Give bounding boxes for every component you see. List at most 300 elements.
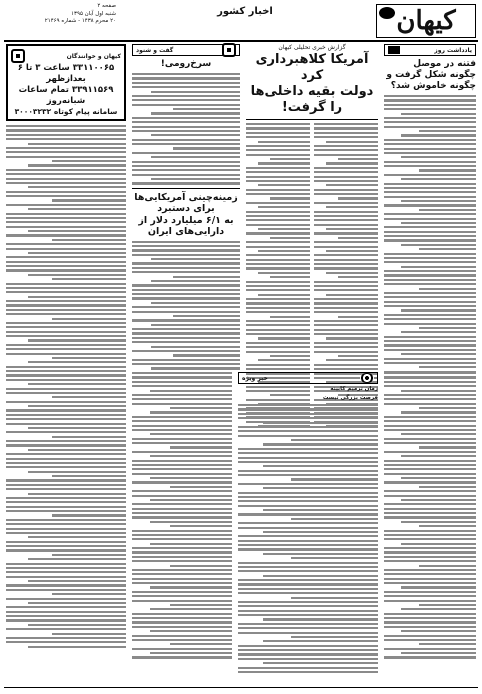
text-line: [150, 630, 232, 632]
text-line: [314, 254, 378, 256]
text-line: [6, 344, 126, 346]
text-line: [419, 486, 476, 488]
text-line: [238, 562, 378, 564]
text-line: [132, 429, 232, 431]
text-line: [150, 543, 232, 545]
text-line: [384, 416, 476, 418]
text-line: [246, 149, 310, 151]
footer-rule: [4, 687, 478, 688]
masthead-logo: [376, 4, 476, 38]
text-line: [384, 226, 476, 228]
text-line: [338, 355, 378, 357]
text-line: [6, 348, 126, 350]
text-line: [419, 209, 476, 211]
text-line: [151, 280, 240, 282]
text-line: [401, 200, 476, 202]
text-line: [263, 487, 378, 489]
text-line: [151, 346, 240, 348]
text-line: [6, 484, 126, 486]
lower-right-body: [384, 372, 476, 659]
editorial-tag-icon: [388, 46, 400, 54]
text-line: [326, 206, 378, 208]
text-line: [6, 549, 126, 551]
text-line: [6, 409, 126, 411]
text-line: [384, 600, 476, 602]
text-line: [6, 304, 126, 306]
text-line: [170, 407, 232, 409]
text-line: [246, 132, 310, 134]
text-line: [384, 274, 476, 276]
text-line: [338, 237, 378, 239]
text-line: [246, 211, 310, 213]
text-line: [384, 305, 476, 307]
text-line: [246, 154, 310, 156]
text-line: [246, 136, 310, 138]
text-line: [6, 576, 126, 578]
text-line: [384, 376, 476, 378]
text-line: [6, 458, 126, 460]
text-line: [52, 633, 126, 635]
text-line: [314, 307, 378, 309]
text-line: [246, 320, 310, 322]
text-line: [401, 309, 476, 311]
text-line: [238, 544, 378, 546]
text-line: [6, 300, 126, 302]
text-line: [132, 245, 240, 247]
text-line: [28, 646, 126, 648]
text-line: [170, 525, 232, 527]
text-line: [28, 164, 126, 166]
text-line: [238, 426, 378, 428]
text-line: [150, 390, 232, 392]
text-line: [6, 138, 126, 140]
text-line: [6, 584, 126, 586]
dialogue-body: [132, 73, 240, 185]
text-line: [6, 226, 126, 228]
story-title-2: به ۶/۱ میلیارد دلار از دارایی‌های ایران: [138, 214, 234, 238]
special-news-block: [238, 372, 378, 673]
text-line: [238, 474, 378, 476]
text-line: [246, 346, 310, 348]
text-line: [132, 95, 240, 97]
text-line: [238, 548, 378, 550]
text-line: [314, 167, 378, 169]
text-line: [384, 340, 476, 342]
text-line: [384, 503, 476, 505]
text-line: [384, 344, 476, 346]
text-line: [401, 543, 476, 545]
text-line: [401, 608, 476, 610]
text-line: [238, 522, 378, 524]
text-line: [28, 143, 126, 145]
phone-icon: [11, 49, 25, 63]
text-line: [246, 285, 310, 287]
text-line: [314, 232, 378, 234]
text-line: [291, 518, 378, 520]
text-line: [246, 351, 310, 353]
text-line: [384, 438, 476, 440]
text-line: [132, 582, 232, 584]
text-line: [170, 604, 232, 606]
text-line: [258, 162, 310, 164]
text-line: [28, 383, 126, 385]
text-line: [258, 337, 310, 339]
text-line: [132, 591, 232, 593]
text-line: [6, 519, 126, 521]
text-line: [258, 228, 310, 230]
text-line: [173, 315, 240, 317]
text-line: [384, 656, 476, 658]
text-line: [132, 99, 240, 101]
text-line: [132, 639, 232, 641]
text-line: [291, 439, 378, 441]
text-line: [28, 449, 126, 451]
text-line: [132, 161, 240, 163]
text-line: [326, 250, 378, 252]
text-line: [132, 534, 232, 536]
text-line: [246, 281, 310, 283]
text-line: [384, 204, 476, 206]
text-line: [132, 490, 232, 492]
text-line: [384, 99, 476, 101]
text-line: [132, 385, 232, 387]
text-line: [238, 592, 378, 594]
text-line: [132, 174, 240, 176]
text-line: [173, 108, 240, 110]
text-line: [246, 289, 310, 291]
text-line: [384, 420, 476, 422]
text-line: [238, 461, 378, 463]
lower-story: [132, 372, 232, 659]
text-line: [384, 394, 476, 396]
text-line: [6, 217, 126, 219]
text-line: [6, 488, 126, 490]
text-line: [132, 284, 240, 286]
text-line: [28, 493, 126, 495]
story-title-1: زمینه‌چینی آمریکایی‌ها برای دستبرد: [134, 191, 238, 215]
text-line: [246, 232, 310, 234]
text-line: [6, 248, 126, 250]
text-line: [384, 235, 476, 237]
text-line: [132, 551, 232, 553]
text-line: [314, 193, 378, 195]
text-line: [326, 272, 378, 274]
text-line: [384, 336, 476, 338]
text-line: [150, 652, 232, 654]
text-line: [132, 617, 232, 619]
text-line: [6, 221, 126, 223]
text-line: [6, 234, 126, 236]
text-line: [52, 593, 126, 595]
text-line: [384, 253, 476, 255]
text-line: [314, 176, 378, 178]
text-line: [6, 598, 126, 600]
text-line: [419, 604, 476, 606]
text-line: [6, 173, 126, 175]
text-line: [132, 403, 232, 405]
text-line: [132, 438, 232, 440]
text-line: [384, 464, 476, 466]
text-line: [238, 645, 378, 647]
text-line: [52, 278, 126, 280]
text-line: [246, 171, 310, 173]
text-line: [238, 610, 378, 612]
text-line: [401, 477, 476, 479]
text-line: [384, 187, 476, 189]
text-line: [258, 294, 310, 296]
text-line: [384, 283, 476, 285]
text-line: [238, 653, 378, 655]
main-story-column: [246, 44, 378, 427]
text-line: [384, 362, 476, 364]
text-line: [384, 639, 476, 641]
text-line: [151, 134, 240, 136]
text-line: [384, 442, 476, 444]
text-line: [338, 197, 378, 199]
text-line: [384, 617, 476, 619]
text-line: [238, 649, 378, 651]
text-line: [6, 322, 126, 324]
text-line: [384, 398, 476, 400]
text-line: [384, 490, 476, 492]
text-line: [151, 178, 240, 180]
text-line: [238, 448, 378, 450]
text-line: [173, 354, 240, 356]
text-line: [384, 512, 476, 514]
text-line: [258, 359, 310, 361]
text-line: [132, 508, 232, 510]
text-line: [258, 206, 310, 208]
text-line: [132, 350, 240, 352]
hotline-number-1: ۳۳۱۱۰۰۶۵ ساعت ۳ تا ۶ بعدازظهر: [17, 63, 115, 84]
text-line: [132, 319, 240, 321]
text-line: [6, 265, 126, 267]
text-line: [246, 267, 310, 269]
text-line: [132, 249, 240, 251]
text-line: [263, 422, 378, 424]
text-line: [384, 279, 476, 281]
text-line: [28, 558, 126, 560]
text-line: [238, 492, 378, 494]
text-line: [401, 113, 476, 115]
text-line: [132, 271, 240, 273]
divider: [246, 119, 378, 120]
text-line: [314, 171, 378, 173]
text-line: [314, 246, 378, 248]
text-line: [314, 263, 378, 265]
text-line: [384, 534, 476, 536]
text-line: [132, 332, 240, 334]
text-line: [246, 263, 310, 265]
text-line: [238, 601, 378, 603]
text-line: [132, 512, 232, 514]
text-line: [384, 403, 476, 405]
main-title: آمریکا کلاهبرداری کرد: [255, 52, 369, 83]
text-line: [6, 418, 126, 420]
text-line: [314, 149, 378, 151]
text-line: [314, 289, 378, 291]
text-line: [173, 147, 240, 149]
text-line: [238, 583, 378, 585]
text-line: [28, 274, 126, 276]
text-line: [384, 292, 476, 294]
text-line: [384, 104, 476, 106]
text-line: [52, 554, 126, 556]
text-line: [132, 578, 232, 580]
text-line: [28, 186, 126, 188]
text-line: [326, 359, 378, 361]
text-line: [384, 595, 476, 597]
text-line: [314, 241, 378, 243]
text-line: [132, 359, 240, 361]
text-line: [419, 565, 476, 567]
text-line: [170, 486, 232, 488]
text-line: [132, 595, 232, 597]
text-line: [401, 244, 476, 246]
text-line: [132, 503, 232, 505]
text-line: [6, 379, 126, 381]
text-line: [6, 541, 126, 543]
text-line: [270, 237, 310, 239]
text-line: [384, 261, 476, 263]
text-line: [132, 363, 240, 365]
text-line: [401, 455, 476, 457]
text-line: [419, 446, 476, 448]
text-line: [132, 241, 240, 243]
editorial-column: [384, 44, 476, 373]
text-line: [52, 357, 126, 359]
text-line: [150, 455, 232, 457]
text-line: [238, 570, 378, 572]
text-line: [263, 553, 378, 555]
text-line: [151, 156, 240, 158]
text-line: [314, 132, 378, 134]
text-line: [246, 246, 310, 248]
text-line: [314, 224, 378, 226]
text-line: [384, 551, 476, 553]
dialogue-logo-icon: [222, 43, 236, 57]
text-line: [238, 540, 378, 542]
text-line: [238, 413, 378, 415]
text-line: [384, 218, 476, 220]
text-line: [270, 355, 310, 357]
text-line: [132, 289, 240, 291]
text-line: [291, 478, 378, 480]
text-line: [246, 241, 310, 243]
logo-text: کیهان: [396, 6, 456, 36]
text-line: [6, 269, 126, 271]
text-line: [384, 372, 476, 374]
text-line: [246, 311, 310, 313]
text-line: [6, 191, 126, 193]
text-line: [132, 473, 232, 475]
text-line: [151, 91, 240, 93]
text-line: [246, 176, 310, 178]
text-line: [132, 82, 240, 84]
text-line: [6, 453, 126, 455]
text-line: [6, 195, 126, 197]
text-line: [6, 431, 126, 433]
text-line: [6, 287, 126, 289]
text-line: [419, 366, 476, 368]
text-line: [246, 342, 310, 344]
story-body: [132, 241, 240, 370]
hotline-header: [11, 49, 121, 63]
text-line: [401, 222, 476, 224]
text-line: [132, 262, 240, 264]
text-line: [384, 460, 476, 462]
hotline-sms: سامانه پیام کوتاه ۳۰۰۰۳۲۳۲: [14, 107, 118, 116]
text-line: [238, 404, 378, 406]
hotline-number-2: ۳۳۹۱۱۵۶۹ تمام ساعات شبانه‌روز: [18, 85, 114, 106]
text-line: [6, 606, 126, 608]
text-line: [419, 525, 476, 527]
text-line: [132, 495, 232, 497]
text-line: [132, 372, 232, 374]
text-line: [6, 125, 126, 127]
text-line: [238, 588, 378, 590]
text-line: [263, 575, 378, 577]
text-line: [246, 215, 310, 217]
text-line: [401, 411, 476, 413]
text-line: [238, 457, 378, 459]
text-line: [6, 313, 126, 315]
text-line: [150, 411, 232, 413]
text-line: [28, 536, 126, 538]
text-line: [384, 231, 476, 233]
text-line: [384, 626, 476, 628]
text-line: [6, 283, 126, 285]
section-title: اخبار کشور: [217, 6, 273, 17]
text-line: [6, 563, 126, 565]
text-line: [401, 499, 476, 501]
text-line: [314, 127, 378, 129]
text-line: [132, 425, 232, 427]
text-line: [132, 267, 240, 269]
text-line: [314, 324, 378, 326]
text-line: [238, 632, 378, 634]
text-line: [384, 385, 476, 387]
spiral-icon: [360, 373, 374, 383]
text-line: [132, 573, 232, 575]
text-line: [384, 613, 476, 615]
text-line: [314, 259, 378, 261]
text-line: [132, 328, 240, 330]
page-meta: [6, 3, 116, 26]
text-line: [238, 505, 378, 507]
text-line: [6, 567, 126, 569]
text-line: [28, 252, 126, 254]
text-line: [132, 460, 232, 462]
text-line: [401, 433, 476, 435]
text-line: [6, 182, 126, 184]
text-line: [132, 293, 240, 295]
text-line: [150, 477, 232, 479]
text-line: [291, 557, 378, 559]
text-line: [6, 589, 126, 591]
text-line: [401, 652, 476, 654]
text-line: [419, 288, 476, 290]
text-line: [258, 184, 310, 186]
text-line: [246, 307, 310, 309]
text-line: [6, 401, 126, 403]
text-line: [246, 302, 310, 304]
text-line: [52, 239, 126, 241]
text-line: [384, 381, 476, 383]
text-line: [291, 597, 378, 599]
text-line: [132, 398, 232, 400]
text-line: [132, 416, 232, 418]
